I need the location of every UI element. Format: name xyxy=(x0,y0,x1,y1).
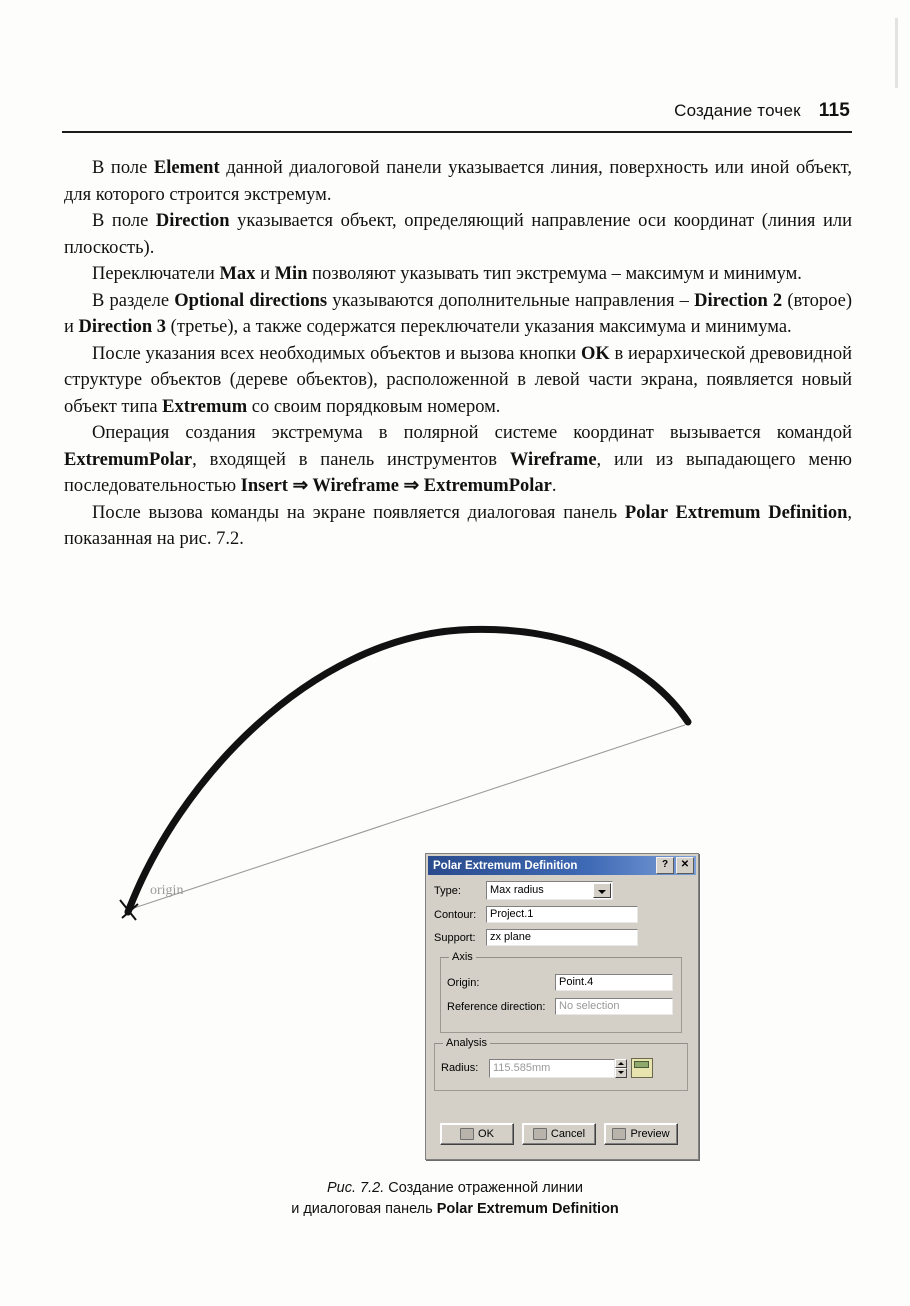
ok-label: OK xyxy=(478,1128,494,1140)
caption-line2-bold: Polar Extremum Definition xyxy=(436,1201,619,1217)
caption-line-1 xyxy=(60,1178,850,1199)
preview-button[interactable] xyxy=(604,1123,678,1145)
axis-group xyxy=(440,951,682,1033)
dialog-title-bar[interactable] xyxy=(428,856,696,875)
contour-label: Contour: xyxy=(434,908,477,921)
analysis-group xyxy=(434,1037,688,1091)
origin-row xyxy=(447,974,675,991)
header-title: Создание точек xyxy=(674,101,801,120)
preview-label: Preview xyxy=(630,1128,670,1140)
radius-input[interactable]: 115.585mm xyxy=(489,1059,615,1078)
ok-button[interactable] xyxy=(440,1123,514,1145)
paragraph-3: Переключатели Max и Min позволяют указывать тип экстремума – максимум и минимум. xyxy=(92,264,802,284)
reference-direction-row xyxy=(447,998,675,1015)
radius-row xyxy=(441,1058,681,1078)
figure-7-2 xyxy=(60,600,860,1180)
caption-line-2 xyxy=(60,1199,850,1220)
reference-direction-label: Reference direction: xyxy=(447,1000,546,1013)
type-row xyxy=(434,881,690,900)
help-icon[interactable]: ? xyxy=(656,857,674,874)
paragraph-2: В поле Direction указывается объект, определяющий направление оси координат (линия или плоскость). xyxy=(64,211,852,258)
contour-input[interactable]: Project.1 xyxy=(486,906,638,923)
paragraph-1: В поле Element данной диалоговой панели указывается линия, поверхность или иной объект, для которого строится экстремум. xyxy=(64,158,852,205)
close-icon[interactable]: ✕ xyxy=(676,857,694,874)
support-row xyxy=(434,929,690,946)
origin-input[interactable]: Point.4 xyxy=(555,974,673,991)
radius-spinner[interactable] xyxy=(615,1059,627,1078)
caption-line2-prefix: и диалоговая панель xyxy=(291,1201,437,1217)
header-rule xyxy=(62,131,852,133)
spinner-up-icon[interactable] xyxy=(615,1059,627,1069)
type-value: Max radius xyxy=(490,884,544,896)
polar-extremum-definition-dialog[interactable] xyxy=(425,853,699,1160)
support-label: Support: xyxy=(434,931,476,944)
cancel-button[interactable] xyxy=(522,1123,596,1145)
body-text xyxy=(64,155,852,553)
support-input[interactable]: zx plane xyxy=(486,929,638,946)
page-edge-artifact xyxy=(895,18,898,88)
analysis-group-title: Analysis xyxy=(443,1037,490,1049)
dialog-button-bar xyxy=(440,1123,678,1145)
caption-figure-number: Рис. 7.2. xyxy=(327,1180,385,1196)
caption-figure-title: Создание отраженной линии xyxy=(384,1180,583,1196)
chevron-down-icon[interactable] xyxy=(593,883,611,898)
spinner-down-icon[interactable] xyxy=(615,1068,627,1078)
preview-icon xyxy=(612,1128,626,1140)
cancel-icon xyxy=(533,1128,547,1140)
axis-group-title: Axis xyxy=(449,951,476,963)
formula-icon[interactable] xyxy=(631,1058,653,1078)
contour-row xyxy=(434,906,690,923)
dialog-title: Polar Extremum Definition xyxy=(433,859,578,872)
paragraph-7: После вызова команды на экране появляется диалоговая панель Polar Extremum Definition, показанная на рис. 7.2. xyxy=(64,502,852,549)
ok-icon xyxy=(460,1128,474,1140)
type-label: Type: xyxy=(434,884,461,897)
dialog-body xyxy=(434,881,690,1147)
paragraph-4: В разделе Optional directions указываются дополнительные направления – Direction 2 (второе) и Direction 3 (третье), а также содержатся переключатели указания максимума и минимума. xyxy=(64,290,853,337)
page-number: 115 xyxy=(818,100,850,121)
cancel-label: Cancel xyxy=(550,1128,586,1140)
running-header xyxy=(60,100,850,122)
paragraph-6: Операция создания экстремума в полярной системе координат вызывается командой ExtremumPolar, входящей в панель инструментов Wireframe, или из выпадающего меню последовательностью Insert ⇒ Wireframe ⇒ ExtremumPolar. xyxy=(64,423,853,496)
paragraph-5: После указания всех необходимых объектов и вызова кнопки OK в иерархической древовидной структуре объектов (дереве объектов), расположенной в левой части экрана, появляется новый объект типа Extremum со своим порядковым номером. xyxy=(64,343,852,417)
reference-direction-input[interactable]: No selection xyxy=(555,998,673,1015)
figure-caption xyxy=(60,1178,850,1220)
origin-label: Origin: xyxy=(447,976,480,989)
type-combobox[interactable] xyxy=(486,881,613,900)
radius-label: Radius: xyxy=(441,1062,479,1074)
origin-text-label: origin xyxy=(150,883,184,898)
